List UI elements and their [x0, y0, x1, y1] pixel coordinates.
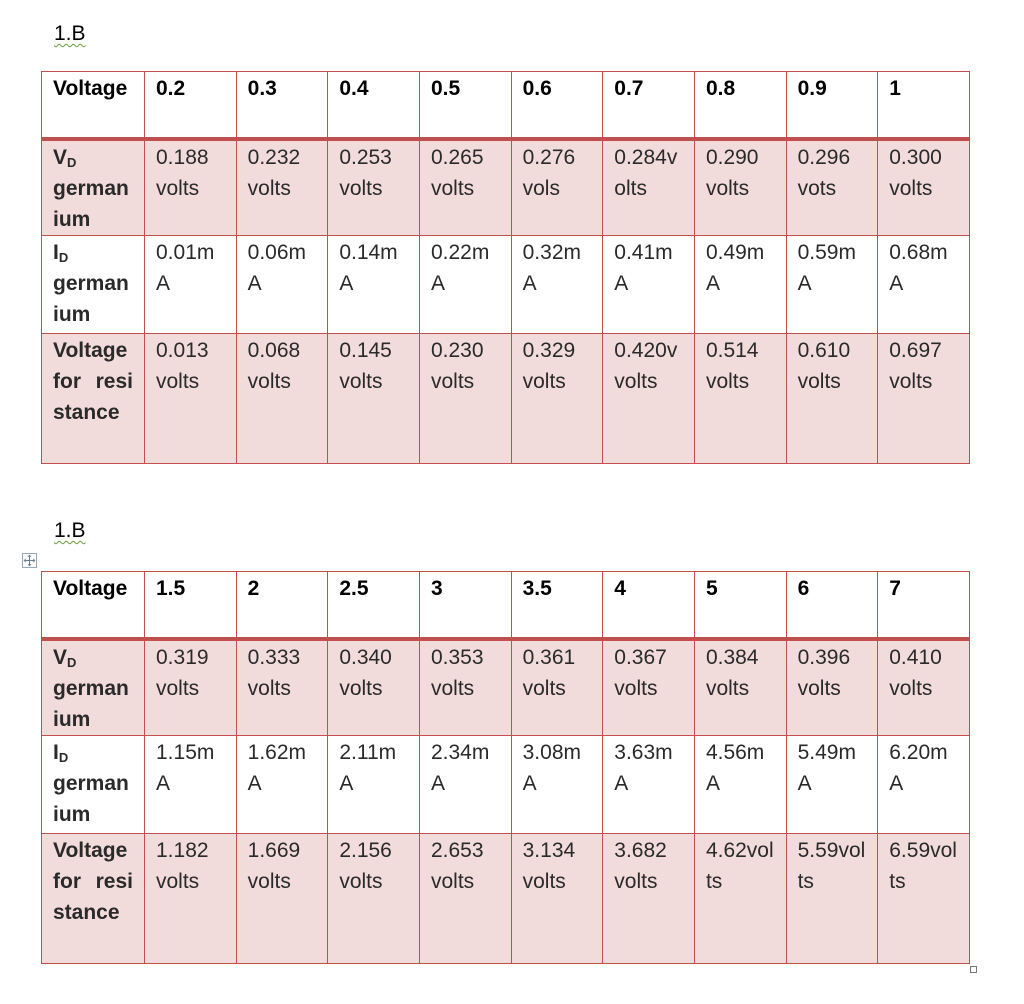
row-label-subscript: D [67, 654, 77, 670]
row-label-main: I [53, 741, 59, 764]
table-cell: 3.63mA [603, 736, 695, 834]
table-cell: 0.22mA [419, 236, 511, 334]
table-cell: 0.276 vols [511, 139, 603, 236]
table-cell: 0.14mA [328, 236, 420, 334]
table-cell: 6.20mA [878, 736, 970, 834]
move-arrows-icon [23, 554, 36, 567]
table-cell: 0.013 volts [145, 334, 237, 464]
table-cell: 0.329 volts [511, 334, 603, 464]
table-cell: 0.49mA [694, 236, 786, 334]
row-label-vd-germanium [42, 139, 145, 236]
header-value: 0.3 [236, 72, 328, 139]
table-cell: 0.340 volts [328, 639, 420, 736]
table-cell: 0.145 volts [328, 334, 420, 464]
table-cell: 3.134 volts [511, 834, 603, 964]
table-1-row-voltage-for-resistance [42, 334, 970, 464]
table-resize-handle-icon[interactable] [970, 966, 977, 973]
table-cell: 1.669 volts [236, 834, 328, 964]
table-cell: 0.068 volts [236, 334, 328, 464]
table-cell: 0.396 volts [786, 639, 878, 736]
table-cell: 0.333 volts [236, 639, 328, 736]
header-value: 0.2 [145, 72, 237, 139]
table-cell: 0.300 volts [878, 139, 970, 236]
table-cell: 2.653 volts [419, 834, 511, 964]
header-value: 0.5 [419, 72, 511, 139]
table-cell: 0.06mA [236, 236, 328, 334]
table-1-row-id-germanium [42, 236, 970, 334]
table-cell: 1.62mA [236, 736, 328, 834]
header-label-voltage: Voltage [42, 72, 145, 139]
row-label-vd-germanium [42, 639, 145, 736]
table-cell: 0.319 volts [145, 639, 237, 736]
header-value: 4 [603, 572, 695, 639]
row-label-main: V [53, 645, 68, 669]
table-cell: 1.15mA [145, 736, 237, 834]
table-cell: 0.253 volts [328, 139, 420, 236]
table-cell: 0.41mA [603, 236, 695, 334]
table-cell: 4.56mA [694, 736, 786, 834]
header-value: 3 [419, 572, 511, 639]
table-2-heading: 1.B [54, 519, 86, 542]
row-label-voltage-for-resistance: Voltage for resistance [42, 334, 145, 464]
table-cell: 0.188 volts [145, 139, 237, 236]
table-2-header-row [42, 572, 970, 639]
table-cell: 0.68mA [878, 236, 970, 334]
table-1-heading: 1.B [54, 22, 86, 45]
row-label-rest: germanium [53, 772, 129, 826]
table-cell: 0.697 volts [878, 334, 970, 464]
table-cell: 6.59volts [878, 834, 970, 964]
row-label-id-germanium [42, 236, 145, 334]
row-label-subscript: D [67, 154, 77, 170]
header-value: 0.4 [328, 72, 420, 139]
table-2-row-voltage-for-resistance [42, 834, 970, 964]
row-label-rest: germanium [53, 176, 129, 231]
header-value: 0.6 [511, 72, 603, 139]
table-cell: 5.49mA [786, 736, 878, 834]
table-cell: 4.62volts [694, 834, 786, 964]
header-value: 5 [694, 572, 786, 639]
header-value: 2.5 [328, 572, 420, 639]
header-value: 0.9 [786, 72, 878, 139]
table-2-row-id-germanium [42, 736, 970, 834]
table-cell: 0.232 volts [236, 139, 328, 236]
table-cell: 0.361 volts [511, 639, 603, 736]
row-label-subscript: D [58, 750, 69, 765]
row-label-id-germanium [42, 736, 145, 834]
table-cell: 0.420v volts [603, 334, 695, 464]
data-table-2 [41, 571, 970, 964]
table-cell: 0.290 volts [694, 139, 786, 236]
table-cell: 2.156 volts [328, 834, 420, 964]
data-table-1 [41, 71, 970, 464]
header-value: 1.5 [145, 572, 237, 639]
table-cell: 5.59volts [786, 834, 878, 964]
table-cell: 0.32mA [511, 236, 603, 334]
table-cell: 0.230 volts [419, 334, 511, 464]
header-value: 2 [236, 572, 328, 639]
table-cell: 0.59mA [786, 236, 878, 334]
table-cell: 2.11mA [328, 736, 420, 834]
table-cell: 0.410 volts [878, 639, 970, 736]
table-cell: 0.296 vots [786, 139, 878, 236]
table-move-handle-icon[interactable] [22, 553, 37, 568]
row-label-rest: germanium [53, 272, 129, 326]
table-cell: 0.610 volts [786, 334, 878, 464]
table-cell: 0.265 volts [419, 139, 511, 236]
table-1-row-vd-germanium [42, 139, 970, 236]
table-cell: 1.182 volts [145, 834, 237, 964]
row-label-main: V [53, 145, 68, 169]
table-cell: 0.284volts [603, 139, 695, 236]
header-value: 6 [786, 572, 878, 639]
row-label-subscript: D [58, 250, 69, 265]
header-value: 0.8 [694, 72, 786, 139]
table-1-header-row [42, 72, 970, 139]
header-value: 3.5 [511, 572, 603, 639]
row-label-main: I [53, 241, 59, 264]
row-label-voltage-for-resistance: Voltage for resistance [42, 834, 145, 964]
header-value: 7 [878, 572, 970, 639]
table-cell: 0.367 volts [603, 639, 695, 736]
table-cell: 3.08mA [511, 736, 603, 834]
header-label-voltage: Voltage [42, 572, 145, 639]
table-cell: 0.514 volts [694, 334, 786, 464]
row-label-rest: germanium [53, 676, 129, 731]
table-cell: 0.01mA [145, 236, 237, 334]
table-cell: 2.34mA [419, 736, 511, 834]
table-cell: 0.384 volts [694, 639, 786, 736]
table-cell: 3.682 volts [603, 834, 695, 964]
table-cell: 0.353 volts [419, 639, 511, 736]
header-value: 1 [878, 72, 970, 139]
table-2-row-vd-germanium [42, 639, 970, 736]
header-value: 0.7 [603, 72, 695, 139]
